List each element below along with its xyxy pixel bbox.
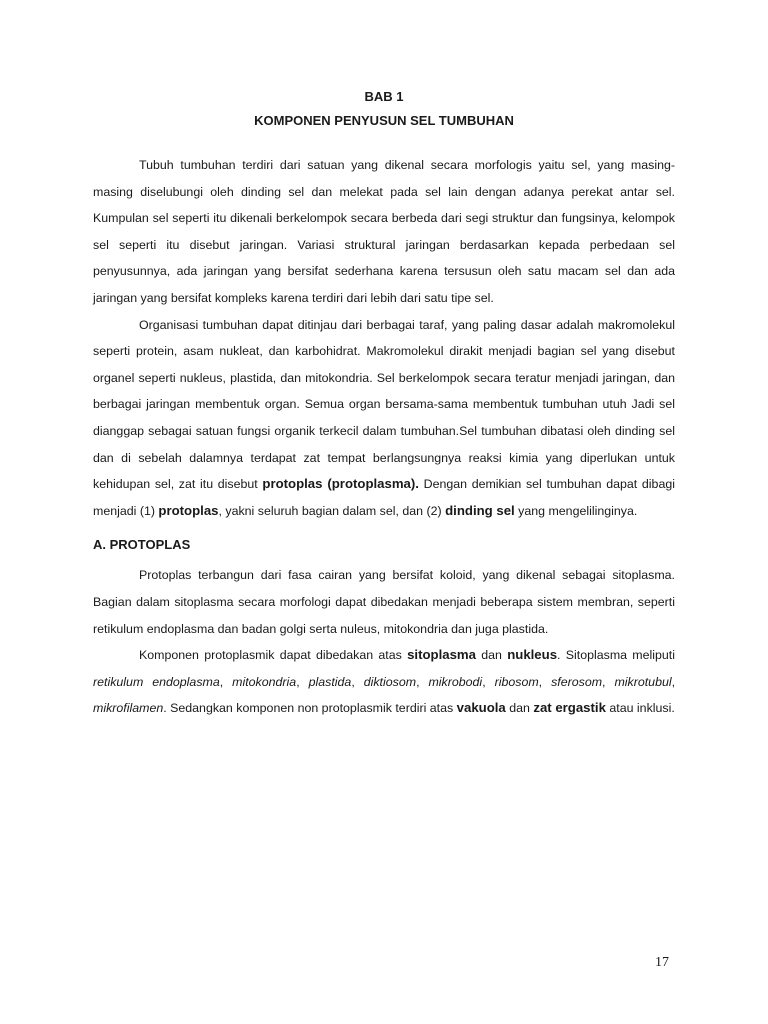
text-run: Organisasi tumbuhan dapat ditinjau dari berbagai taraf, yang paling dasar adalah makromolekul seperti protein, asam nukleat, dan karbohidrat. Makromolekul dirakit menjadi bagian sel yang disebut organel seperti nukleus, plastida, dan mitokondria. Sel berkelompok secara teratur menjadi jaringan, dan berbagai jaringan membentuk organ. Semua organ bersama-sama membentuk tumbuhan utuh Jadi sel dianggap sebagai satuan fungsi organik terkecil dalam tumbuhan.Sel tumbuhan dibatasi oleh dinding sel dan di sebelah dalamnya terdapat zat tempat berlangsungnya reaksi kimia yang diperlukan untuk kehidupan sel, zat itu disebut bbox=[93, 317, 675, 492]
intro-paragraph-2 bbox=[93, 312, 675, 525]
chapter-label: BAB 1 bbox=[364, 89, 404, 104]
section-heading-protoplas: A. PROTOPLAS bbox=[93, 537, 191, 553]
term-protoplas: protoplas bbox=[158, 502, 219, 518]
text-run: yang mengelilinginya. bbox=[514, 503, 638, 518]
term-mikrofilamen: mikrofilamen bbox=[93, 701, 164, 716]
text-run: dan bbox=[505, 701, 534, 716]
text-run: , bbox=[416, 674, 429, 689]
intro-paragraph-1: Tubuh tumbuhan terdiri dari satuan yang dikenal secara morfologis yaitu sel, yang masing-masing diselubungi oleh dinding sel dan melekat pada sel lain dengan adanya perekat antar sel. Kumpulan sel seperti itu dikenali berkelompok secara berbeda dari segi struktur dan fungsinya, kelompok sel seperti itu disebut jaringan. Variasi struktural jaringan berdasarkan kepada perbedaan sel penyusunnya, ada jaringan yang bersifat sederhana karena tersusun oleh satu macam sel dan ada jaringan yang bersifat kompleks karena terdiri dari lebih dari satu tipe sel. bbox=[93, 158, 675, 305]
term-protoplasma: protoplas (protoplasma). bbox=[262, 476, 419, 492]
term-dinding-sel: dinding sel bbox=[445, 502, 515, 518]
text-run: , bbox=[296, 674, 309, 689]
term-diktiosom: diktiosom bbox=[363, 674, 417, 689]
term-retikulum-endoplasma: retikulum endoplasma bbox=[93, 674, 220, 689]
text-run: . Sedangkan komponen non protoplasmik terdiri atas bbox=[163, 701, 457, 716]
page-number: 17 bbox=[655, 955, 669, 970]
protoplas-paragraph-1: Protoplas terbangun dari fasa cairan yang bersifat koloid, yang dikenal sebagai sitoplasma. Bagian dalam sitoplasma secara morfologi dapat dibedakan menjadi beberapa sistem membran, seperti retikulum endoplasma dan badan golgi serta nuleus, mitokondria dan juga plastida. bbox=[93, 568, 675, 636]
text-run: , bbox=[351, 674, 364, 689]
text-run: , bbox=[538, 674, 552, 689]
term-mitokondria: mitokondria bbox=[232, 674, 297, 689]
term-nukleus: nukleus bbox=[507, 647, 558, 663]
text-run: , bbox=[671, 674, 676, 689]
term-sitoplasma: sitoplasma bbox=[407, 647, 476, 663]
term-zat-ergastik: zat ergastik bbox=[533, 700, 606, 716]
document-page bbox=[93, 86, 675, 722]
term-plastida: plastida bbox=[308, 674, 352, 689]
text-run: , bbox=[602, 674, 615, 689]
text-run: , bbox=[482, 674, 495, 689]
term-mikrobodi: mikrobodi bbox=[428, 674, 483, 689]
term-vakuola: vakuola bbox=[456, 700, 506, 716]
term-mikrotubul: mikrotubul bbox=[614, 674, 672, 689]
term-sferosom: sferosom bbox=[551, 674, 603, 689]
chapter-title: KOMPONEN PENYUSUN SEL TUMBUHAN bbox=[254, 113, 514, 128]
term-ribosom: ribosom bbox=[494, 674, 539, 689]
text-run: . Sitoplasma meliputi bbox=[557, 648, 675, 663]
text-run: Komponen protoplasmik dapat dibedakan atas bbox=[139, 648, 408, 663]
text-run: Dengan demikian sel tumbuhan dapat dibagi menjadi (1) bbox=[93, 477, 675, 518]
text-run: atau inklusi. bbox=[605, 701, 675, 716]
text-run: dan bbox=[476, 648, 508, 663]
protoplas-paragraph-2 bbox=[93, 642, 675, 722]
text-run: , bbox=[219, 674, 233, 689]
text-run: , yakni seluruh bagian dalam sel, dan (2) bbox=[218, 503, 446, 518]
